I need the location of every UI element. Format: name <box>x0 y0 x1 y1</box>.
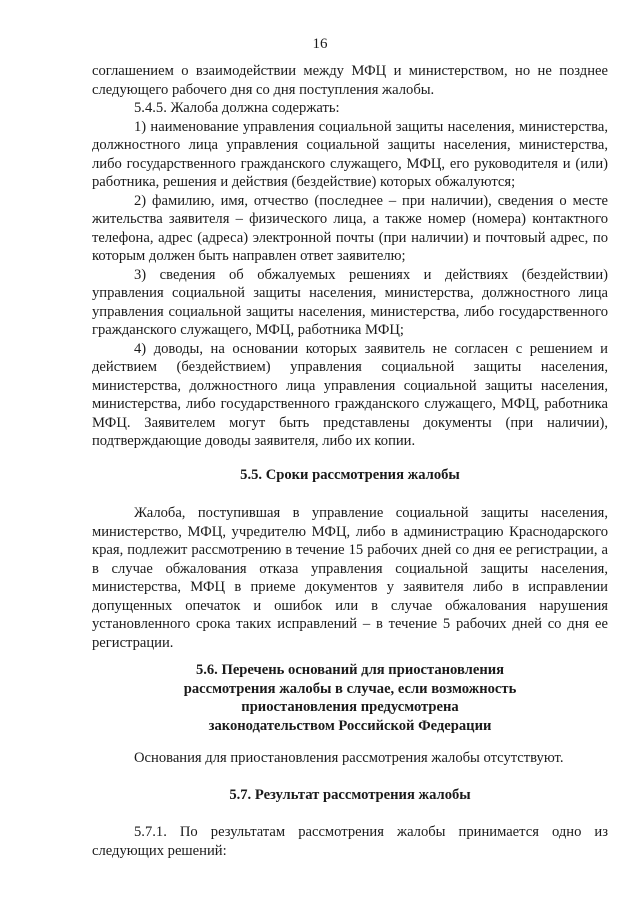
section-5-5 <box>92 504 608 652</box>
list-item-4: 4) доводы, на основании которых заявитель не согласен с решением и действием (бездействием) управления социальной защиты населения, министерства, должностного лица управления социальной защиты населения, министерства, либо государственного гражданского служащего, МФЦ, работника МФЦ. Заявителем могут быть представлены документы (при наличии), подтверждающие доводы заявителя, либо их копии. <box>92 340 608 449</box>
page-number: 16 <box>312 36 328 52</box>
list-item-3: 3) сведения об обжалуемых решениях и действиях (бездействии) управления социальной защиты населения, министерства, должностного лица управления социальной защиты населения, министерства, либо государственного гражданского служащего, МФЦ, работника МФЦ; <box>92 266 608 338</box>
heading-5-7: 5.7. Результат рассмотрения жалобы <box>229 787 471 803</box>
section-5-6 <box>92 749 608 768</box>
paragraph-5-7-1: 5.7.1. По результатам рассмотрения жалобы принимается одно из следующих решений: <box>92 824 608 859</box>
heading-5-6-line: законодательством Российской Федерации <box>208 717 492 734</box>
heading-5-6-line: приостановления предусмотрена <box>241 699 459 715</box>
paragraph-5-4-5: 5.4.5. Жалоба должна содержать: <box>134 100 340 116</box>
section-5-7 <box>92 823 608 860</box>
paragraph-continuation: соглашением о взаимодействии между МФЦ и министерством, но не позднее следующего рабочего дня со дня поступления жалобы. <box>92 63 608 98</box>
heading-5-6 <box>92 661 608 735</box>
heading-5-6-line: рассмотрения жалобы в случае, если возможность <box>183 680 517 697</box>
paragraph-5-6: Основания для приостановления рассмотрения жалобы отсутствуют. <box>134 750 564 766</box>
complaint-content-section <box>92 62 608 451</box>
list-item-2: 2) фамилию, имя, отчество (последнее – при наличии), сведения о месте жительства заявителя – физического лица, а также номер (номера) контактного телефона, адрес (адреса) электронной почты (при наличии) и почтовый адрес, по которым должен быть направлен ответ заявителю; <box>92 192 608 264</box>
heading-5-5: 5.5. Сроки рассмотрения жалобы <box>240 467 460 483</box>
heading-5-6-line: 5.6. Перечень оснований для приостановления <box>195 662 505 678</box>
paragraph-5-5: Жалоба, поступившая в управление социальной защиты населения, министерство, МФЦ, учредителю МФЦ, либо в администрацию Краснодарского края, подлежит рассмотрению в течение 15 рабочих дней со дня ее регистрации, а в случае обжалования отказа управления социальной защиты населения, министерства, МФЦ в приеме документов у заявителя либо в исправлении допущенных опечаток и ошибок или в случае обжалования нарушения установленного срока таких исправлений – в течение 5 рабочих дней со дня ее регистрации. <box>92 505 608 651</box>
list-item-1: 1) наименование управления социальной защиты населения, министерства, должностного лица управления социальной защиты населения, министерства, либо государственного гражданского служащего, МФЦ, его руководителя и (или) работника, решения и действия (бездействие) которых обжалуются; <box>92 118 608 190</box>
